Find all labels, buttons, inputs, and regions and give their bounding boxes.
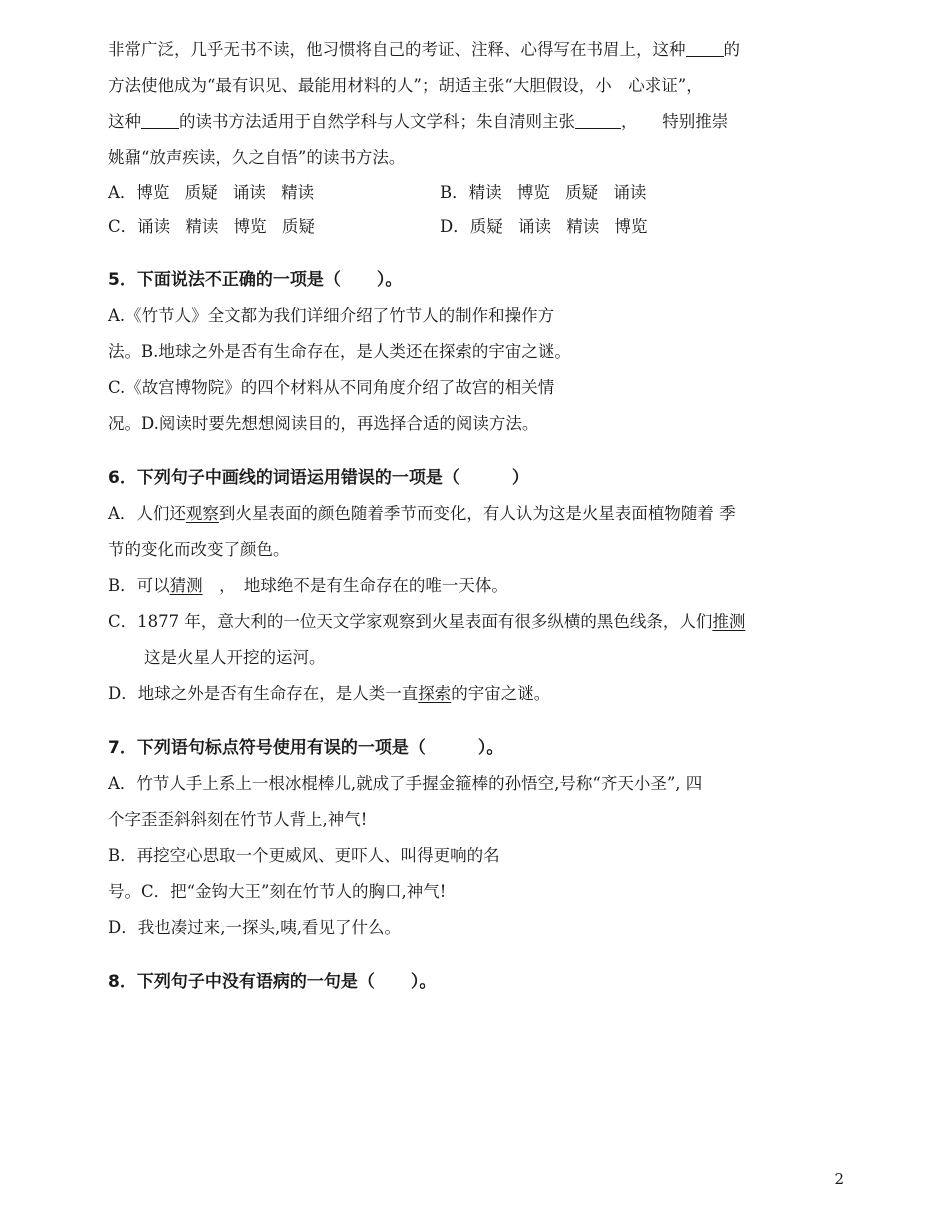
q4-options-row-1 [108,176,843,210]
q6-c-underlined-word: 推测 [712,612,746,631]
fill-blank-3[interactable] [575,110,621,129]
q4-option-d[interactable]: D．质疑 诵读 精读 博览 [440,217,648,236]
question-5 [108,262,843,442]
q4-line-1-text: 非常广泛，几乎无书不读，他习惯将自己的考证、注释、心得写在书眉上，这种 [108,40,686,59]
q4-line-3-text-c: ， 特别推崇 [621,112,729,131]
q7-line-1: A．竹节人手上系上一根冰棍棒儿,就成了手握金箍棒的孙悟空,号称“齐天小圣”, 四 [108,774,703,793]
q5-line-2: 法。B.地球之外是否有生命存在，是人类还在探索的宇宙之谜。 [108,342,571,361]
q6-option-c-line-1 [108,604,843,640]
q5-line-1: A.《竹节人》全文都为我们详细介绍了竹节人的制作和操作方 [108,306,555,325]
q4-options-row-2 [108,210,843,244]
q6-a-text-pre: A．人们还 [108,504,186,523]
question-7 [108,730,843,946]
q7-title-end: ）。 [477,738,504,758]
q7-line-3: B．再挖空心思取一个更威风、更吓人、叫得更响的名 [108,846,500,865]
q4-line-3-text-a: 这种 [108,112,141,131]
q6-a-underlined-word: 观察 [185,504,219,523]
fill-blank-2[interactable] [141,110,179,129]
q6-d-underlined-word: 探索 [418,684,452,703]
q6-option-a-line-1 [108,496,843,532]
q4-line-4 [108,140,843,176]
q4-line-3 [108,104,843,140]
q6-title-end: ） [511,468,529,488]
q4-option-a[interactable]: A．博览 质疑 诵读 精读 [108,183,315,202]
q8-title-end: ）。 [410,972,437,992]
q4-option-b[interactable]: B．精读 博览 质疑 诵读 [440,183,647,202]
q4-option-c[interactable]: C．诵读 精读 博览 质疑 [108,217,315,236]
question-4-passage [108,32,843,244]
q7-line-5: D．我也凑过来,一探头,咦,看见了什么。 [108,918,401,937]
page-number: 2 [834,1170,844,1188]
q6-option-d [108,676,843,712]
q4-line-1 [108,32,843,68]
q7-title-text: 7．下列语句标点符号使用有误的一项是（ [108,738,426,758]
q6-b-underlined-word: 猜测 [169,576,203,595]
q5-title [108,262,843,298]
q7-line-2: 个字歪歪斜斜刻在竹节人背上,神气! [108,810,368,829]
q6-b-text-pre: B．可以 [108,576,170,595]
q4-line-3-text-b: 的读书方法适用于自然学科与人文学科；朱自清则主张 [179,112,575,131]
q6-option-b [108,568,843,604]
q7-line-4: 号。C．把“金钩大王”刻在竹节人的胸口,神气! [108,882,447,901]
q4-line-2-text: 方法使他成为“最有识见、最能用材料的人”；胡适主张“大胆假设，小 心求证”， [108,76,703,95]
q6-title [108,460,843,496]
q8-title-text: 8．下列句子中没有语病的一句是（ [108,972,375,992]
q5-title-end: ）。 [376,270,403,290]
q6-option-a-line-2: 节的变化而改变了颜色。 [108,540,290,559]
q5-line-3: C.《故宫博物院》的四个材料从不同角度介绍了故宫的相关情 [108,378,555,397]
q4-line-2 [108,68,843,104]
q6-option-c-line-2: 这是火星人开挖的运河。 [144,648,326,667]
q6-c-text-pre: C．1877 年，意大利的一位天文学家观察到火星表面有很多纵横的黑色线条，人们 [108,612,713,631]
q6-a-text-post: 到火星表面的颜色随着季节而变化，有人认为这是火星表面植物随着 季 [218,504,736,523]
q5-line-4: 况。D.阅读时要先想想阅读目的，再选择合适的阅读方法。 [108,414,539,433]
question-6 [108,460,843,712]
q6-b-text-post: ， 地球绝不是有生命存在的唯一天体。 [202,576,508,595]
document-page [108,32,843,1000]
q4-line-4-text: 姚鼐“放声疾读，久之自悟”的读书方法。 [108,148,406,167]
fill-blank-1[interactable] [686,38,724,57]
q6-d-text-pre: D．地球之外是否有生命存在，是人类一直 [108,684,419,703]
q6-d-text-post: 的宇宙之谜。 [451,684,551,703]
q5-title-text: 5．下面说法不正确的一项是（ [108,270,341,290]
question-8 [108,964,843,1000]
q8-title [108,964,843,1000]
q4-line-1-end: 的 [723,40,740,59]
q7-title [108,730,843,766]
q6-title-text: 6．下列句子中画线的词语运用错误的一项是（ [108,468,460,488]
